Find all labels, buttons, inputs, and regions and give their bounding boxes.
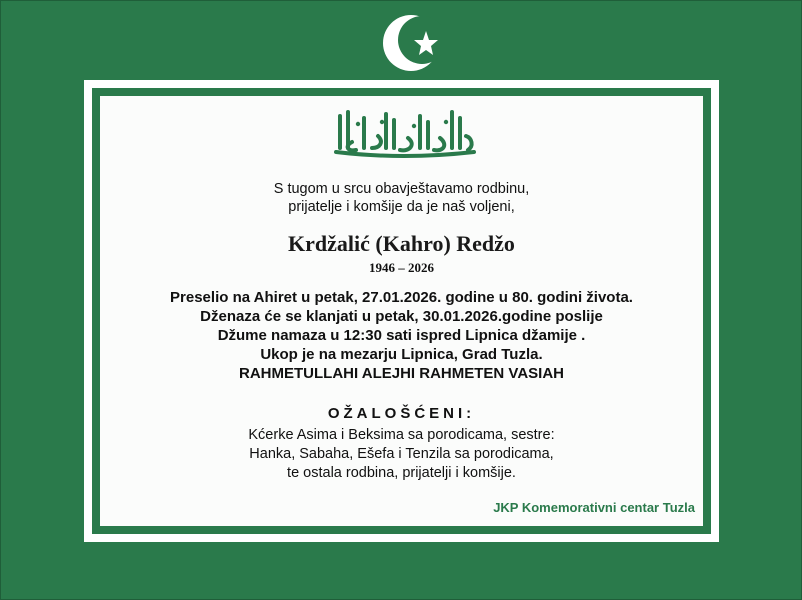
mourners-line-2: Hanka, Sabaha, Ešefa i Tenzila sa porodicama, — [249, 446, 554, 462]
announcement-line-2: Dženaza će se klanjati u petak, 30.01.2026.godine poslije — [200, 308, 603, 325]
mourners-line-1: Kćerke Asima i Beksima sa porodicama, sestre: — [248, 427, 555, 443]
issuer-footer: JKP Komemorativni centar Tuzla — [493, 500, 695, 515]
announcement-line-3: Džume namaza u 12:30 sati ispred Lipnica džamije . — [217, 327, 586, 344]
life-years: 1946 – 2026 — [369, 260, 434, 275]
announcement-line-1: Preselio na Ahiret u petak, 27.01.2026. godine u 80. godini života. — [170, 289, 633, 306]
intro-line-1: S tugom u srcu obavještavamo rodbinu, — [273, 181, 530, 197]
announcement-line-5: RAHMETULLAHI ALEJHI RAHMETEN VASIAH — [239, 365, 564, 382]
arabic-calligraphy-icon — [328, 102, 478, 160]
intro-line-2: prijatelje i komšije da je naš voljeni, — [288, 199, 515, 215]
crescent-and-star-icon — [381, 11, 441, 75]
notice-panel — [100, 96, 703, 526]
announcement-text — [100, 288, 703, 383]
intro-text — [100, 180, 703, 216]
mourners-line-3: te ostala rodbina, prijatelji i komšije. — [287, 465, 516, 481]
deceased-name: Krdžalić (Kahro) Redžo — [288, 231, 515, 256]
mourners-list — [100, 426, 703, 483]
announcement-line-4: Ukop je na mezarju Lipnica, Grad Tuzla. — [260, 346, 543, 363]
mourners-heading: OŽALOŠĆENI: — [327, 405, 476, 422]
